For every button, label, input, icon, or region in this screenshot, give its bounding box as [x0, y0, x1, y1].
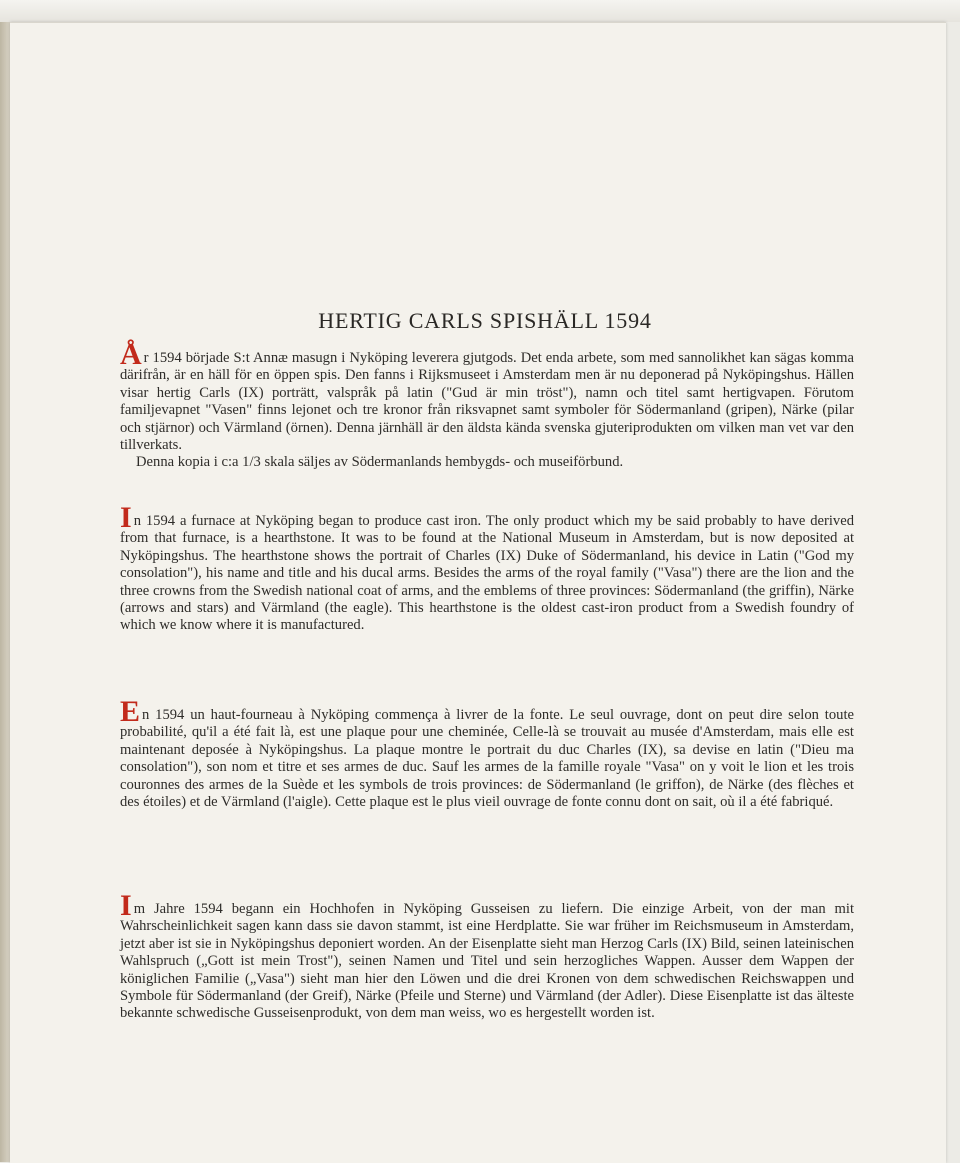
drop-cap-french: E [120, 695, 141, 728]
english-text: n 1594 a furnace at Nyköping began to produce cast iron. The only product which my be said probably to have derived from that furnace, is a hearthstone. It was to be found at the National Museum in Amsterdam, but is now deposited at Nyköpingshus. The hearthstone shows the portrait of Charles (IX) Duke of Södermanland, his device in Latin ("God my consolation"), his name and title and his ducal arms. Besides the arms of the royal family ("Vasa") there are the lion and the three crowns from the Swedish national coat of arms, and the emblems of three provinces: Södermanland (the griffin), Närke (arrows and stars) and Värmland (the eagle). This hearthstone is the oldest cast-iron product from a Swedish foundry of which we know where it is manufactured. [120, 513, 854, 634]
document-title: HERTIG CARLS SPISHÄLL 1594 [318, 308, 652, 333]
swedish-text: r 1594 började S:t Annæ masugn i Nyköping leverera gjutgods. Det enda arbete, som med sannolikhet kan sägas komma därifrån, är en häll för en öppen spis. Den fanns i Rijksmuseet i Amsterdam men är nu deponerad på Nyköpingshus. Hällen visar hertig Carls (IX) porträtt, valspråk på latin ("Gud är min tröst"), namn och titel samt hertigvapen. Förutom familjevapnet "Vasen" finns lejonet och tre kronor från riksvapnet samt symboler för Södermanland (gripen), Närke (pilar och stjärnor) och Värmland (örnen). Denna järnhäll är den äldsta kända svenska gjuteriprodukten om vilken man vet var den tillverkats. [120, 350, 854, 454]
french-text: n 1594 un haut-fourneau à Nyköping commença à livrer de la fonte. Le seul ouvrage, dont on peut dire selon toute probabilité, qu'il a été fait là, est une plaque pour une cheminée, Celle-là se trouvait au musée d'Amsterdam, mais elle est maintenant deposée à Nyköpingshus. La plaque montre le portrait du duc Charles (IX), sa devise en latin ("Dieu ma consolation"), son nom et titre et ses armes de duc. Sauf les armes de la famille royale "Vasa" on y voit le lion et les trois couronnes des armes de la Suède et les symbols de trois provinces: de Södermanland (le griffon), de Närke (des flèches et des étoiles) et de Värmland (l'aigle). Cette plaque est le plus vieil ouvrage de fonte connu dont on sait, où il a été fabriqué. [120, 707, 854, 811]
drop-cap-english: I [120, 501, 132, 534]
page-left-edge [0, 22, 10, 1162]
drop-cap-swedish: Å [120, 338, 142, 371]
page-top-edge [0, 0, 960, 22]
german-text: m Jahre 1594 begann ein Hochhofen in Nyköping Gusseisen zu liefern. Die einzige Arbeit, von der man mit Wahrscheinlichkeit sagen kann dass sie davon stammt, ist eine Herdplatte. Sie war früher im Reichsmuseum in Amsterdam, jetzt aber ist sie in Nyköpingshus deponiert worden. An der Eisenplatte sieht man Herzog Carls (IX) Bild, seinen lateinischen Wahlspruch („Gott ist mein Trost"), seinen Namen und Titel und sein herzogliches Wappen. Ausser dem Wappen der königlichen Familie („Vasa") sieht man hier den Löwen und die drei Kronen von dem schwedischen Reichswappen und Symbole für Södermanland (der Greif), Närke (Pfeile und Sterne) und Värmland (der Adler). Diese Eisenplatte ist das älteste bekannte schwedische Gusseisenprodukt, von dem man weiss, wo es hergestellt worden ist. [120, 901, 854, 1022]
swedish-paragraph [120, 338, 854, 472]
french-paragraph [120, 695, 854, 811]
swedish-note: Denna kopia i c:a 1/3 skala säljes av Södermanlands hembygds- och museiförbund. [136, 454, 624, 471]
drop-cap-german: I [120, 889, 132, 922]
english-paragraph [120, 501, 854, 635]
german-paragraph [120, 889, 854, 1023]
